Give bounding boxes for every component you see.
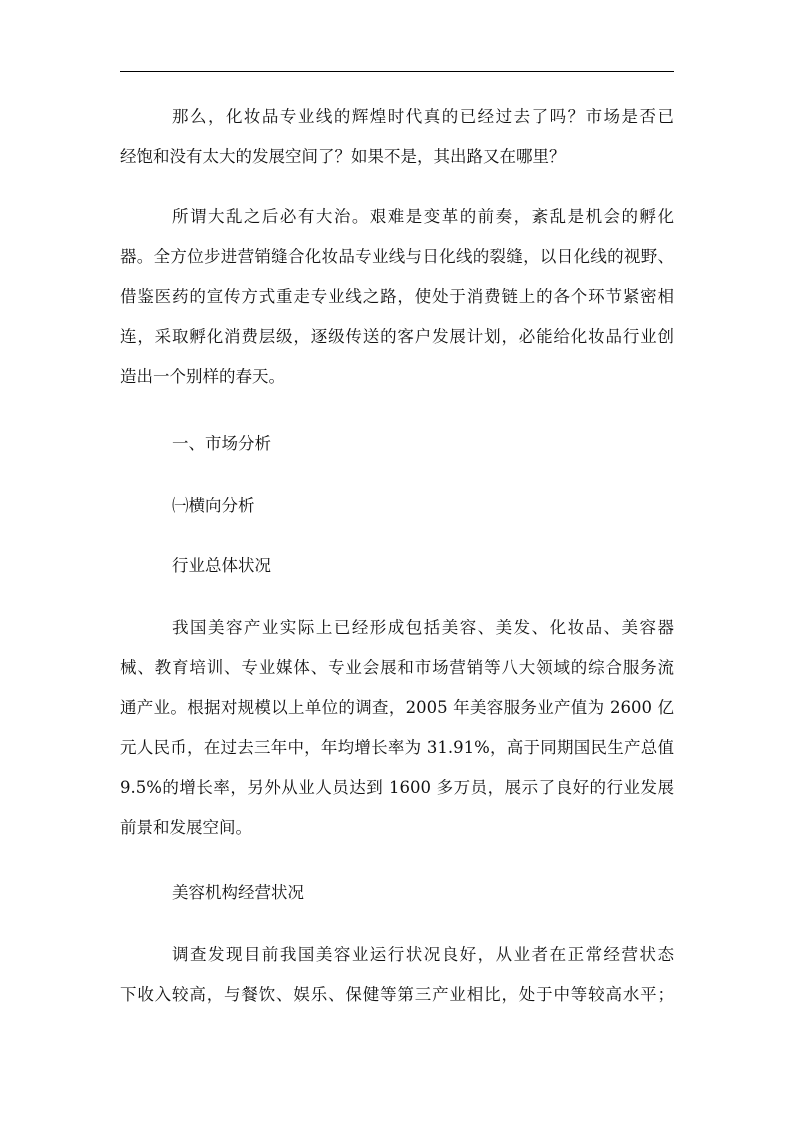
paragraph-line: 前景和发展空间。: [120, 818, 252, 837]
paragraph-line: 械、教育培训、专业媒体、专业会展和市场营销等八大领域的综合服务流: [120, 658, 674, 677]
paragraph-line: 调查发现目前我国美容业运行状况良好，从业者在正常经营状态: [172, 945, 674, 964]
paragraph-line: 9.5%的增长率，另外从业人员达到 1600 多万员，展示了良好的行业发展: [120, 778, 674, 797]
paragraph-line: 所谓大乱之后必有大治。艰难是变革的前奏，紊乱是机会的孵化: [172, 207, 674, 226]
paragraph-line: 那么，化妆品专业线的辉煌时代真的已经过去了吗？市场是否已: [172, 107, 674, 126]
paragraph-line: 借鉴医药的宣传方式重走专业线之路，使处于消费链上的各个环节紧密相: [120, 287, 674, 306]
paragraph-line: 我国美容产业实际上已经形成包括美容、美发、化妆品、美容器: [172, 618, 674, 637]
paragraph-line: 经饱和没有太大的发展空间了？如果不是，其出路又在哪里？: [120, 147, 566, 166]
heading-text: ㈠横向分析: [172, 496, 255, 515]
paragraph-line: 器。全方位步进营销缝合化妆品专业线与日化线的裂缝，以日化线的视野、: [120, 247, 674, 266]
paragraph-line: 造出一个别样的春天。: [120, 367, 285, 386]
heading-text: 美容机构经营状况: [172, 883, 304, 902]
header-rule: [120, 71, 674, 72]
heading-text: 行业总体状况: [172, 556, 271, 575]
heading-text: 一、市场分析: [172, 434, 271, 453]
paragraph-line: 通产业。根据对规模以上单位的调查，2005 年美容服务业产值为 2600 亿: [120, 698, 674, 717]
paragraph-line: 下收入较高，与餐饮、娱乐、保健等第三产业相比，处于中等较高水平；: [120, 985, 674, 1004]
paragraph-line: 连，采取孵化消费层级，逐级传送的客户发展计划，必能给化妆品行业创: [120, 327, 674, 346]
paragraph-line: 元人民币，在过去三年中，年均增长率为 31.91%，高于同期国民生产总值: [120, 738, 674, 757]
